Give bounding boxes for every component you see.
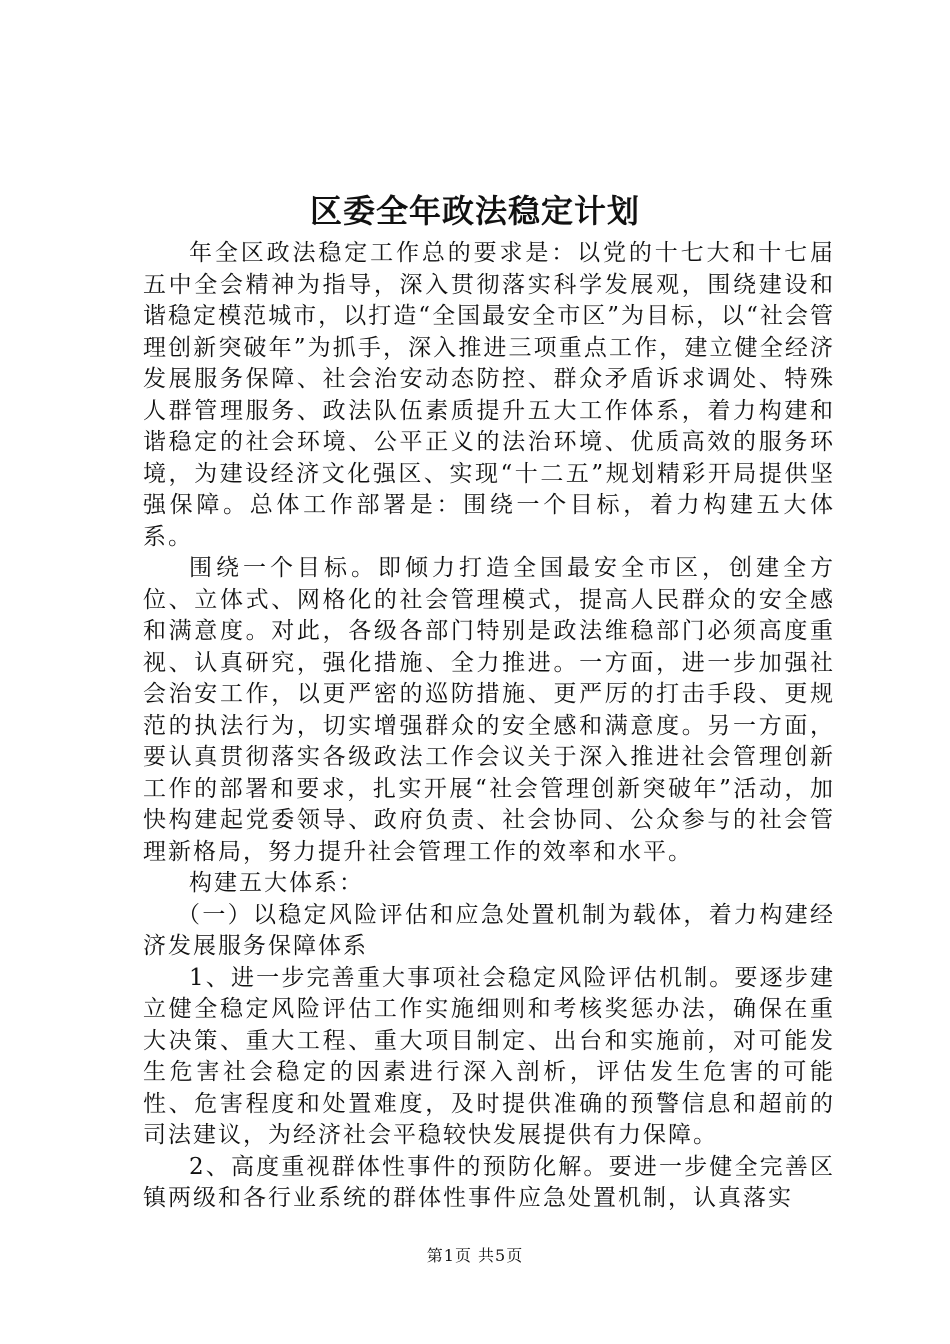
- paragraph-one-goal: 围绕一个目标。即倾力打造全国最安全市区，创建全方位、立体式、网格化的社会管理模式，提高人民群众的安全感和满意度。对此，各级各部门特别是政法维稳部门必须高度重视、认真研究，强化措施、全力推进。一方面，进一步加强社会治安工作，以更严密的巡防措施、更严厉的打击手段、更规范的执法行为，切实增强群众的安全感和满意度。另一方面，要认真贯彻落实各级政法工作会议关于深入推进社会管理创新工作的部署和要求，扎实开展“社会管理创新突破年”活动，加快构建起党委领导、政府负责、社会协同、公众参与的社会管理新格局，努力提升社会管理工作的效率和水平。: [143, 555, 835, 865]
- document-title: 区委全年政法稳定计划: [309, 192, 640, 230]
- page-number-footer: 第1页 共5页: [426, 1246, 524, 1265]
- paragraph-five-systems-heading: 构建五大体系：: [189, 870, 364, 896]
- paragraph-general-requirements: 年全区政法稳定工作总的要求是：以党的十七大和十七届五中全会精神为指导，深入贯彻落实科学发展观，围绕建设和谐稳定模范城市，以打造“全国最安全市区”为目标，以“社会管理创新突破年”为抓手，深入推进三项重点工作，建立健全经济发展服务保障、社会治安动态防控、群众矛盾诉求调处、特殊人群管理服务、政法队伍素质提升五大工作体系，着力构建和谐稳定的社会环境、公平正义的法治环境、优质高效的服务环境，为建设经济文化强区、实现“十二五”规划精彩开局提供坚强保障。总体工作部署是：围绕一个目标，着力构建五大体系。: [143, 240, 835, 550]
- paragraph-item-2: 2、高度重视群体性事件的预防化解。要进一步健全完善区镇两级和各行业系统的群体性事件应急处置机制，认真落实: [143, 1153, 835, 1211]
- section-heading-one: （一）以稳定风险评估和应急处置机制为载体，着力构建经济发展服务保障体系: [143, 901, 835, 959]
- document-body: [143, 238, 835, 1215]
- paragraph-item-1: 1、进一步完善重大事项社会稳定风险评估机制。要逐步建立健全稳定风险评估工作实施细则和考核奖惩办法，确保在重大决策、重大工程、重大项目制定、出台和实施前，对可能发生危害社会稳定的因素进行深入剖析，评估发生危害的可能性、危害程度和处置难度，及时提供准确的预警信息和超前的司法建议，为经济社会平稳较快发展提供有力保障。: [143, 964, 835, 1148]
